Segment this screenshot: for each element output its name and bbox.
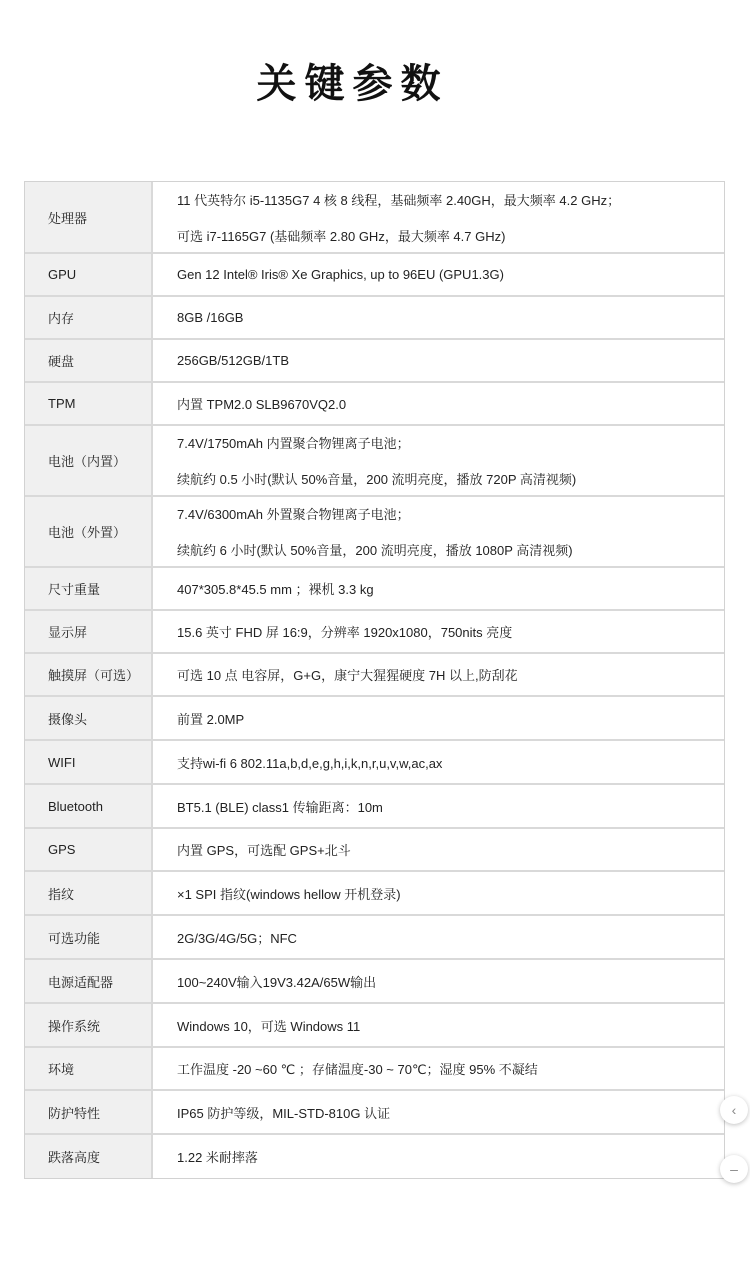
- table-row: [25, 611, 724, 654]
- table-row: [25, 568, 724, 611]
- spec-value: [153, 1091, 724, 1133]
- spec-value: [153, 1135, 724, 1178]
- spec-value-line: 续航约 6 小时(默认 50%音量，200 流明亮度，播放 1080P 高清视频): [177, 543, 573, 558]
- scroll-up-icon[interactable]: ‹: [720, 1096, 748, 1124]
- table-row: [25, 1004, 724, 1048]
- spec-value-line: 2G/3G/4G/5G；NFC: [177, 930, 297, 946]
- spec-label: 摄像头: [25, 697, 153, 739]
- spec-value-line: 7.4V/6300mAh 外置聚合物锂离子电池；: [177, 507, 410, 522]
- spec-label: 电源适配器: [25, 960, 153, 1002]
- spec-value: [153, 254, 724, 295]
- spec-label: 环境: [25, 1048, 153, 1089]
- spec-value-line: 407*305.8*45.5 mm ；裸机 3.3 kg: [177, 582, 374, 597]
- spec-label: 触摸屏（可选）: [25, 654, 153, 695]
- spec-value: [153, 297, 724, 338]
- spec-value-line: 内置 TPM2.0 SLB9670VQ2.0: [177, 397, 347, 412]
- table-row: [25, 182, 724, 254]
- spec-value: [153, 340, 724, 381]
- table-row: [25, 872, 724, 916]
- spec-value-line: BT5.1 (BLE) class1 传输距离：10m: [177, 799, 383, 815]
- scroll-down-icon[interactable]: –: [720, 1155, 748, 1183]
- spec-value-line: 内置 GPS，可选配 GPS+北斗: [177, 843, 351, 858]
- spec-value-line: 15.6 英寸 FHD 屏 16:9，分辨率 1920x1080，750nits 亮度: [177, 625, 513, 640]
- spec-label: Bluetooth: [25, 785, 153, 827]
- spec-value: [153, 497, 724, 566]
- spec-value: [153, 960, 724, 1002]
- spec-value-line: ×1 SPI 指纹(windows hellow 开机登录): [177, 886, 401, 902]
- spec-label: 指纹: [25, 872, 153, 914]
- spec-value: [153, 697, 724, 739]
- spec-value: [153, 829, 724, 870]
- spec-label: 处理器: [25, 182, 153, 252]
- spec-value: [153, 611, 724, 652]
- spec-value: [153, 872, 724, 914]
- spec-label: 防护特性: [25, 1091, 153, 1133]
- spec-label: 内存: [25, 297, 153, 338]
- spec-label: 跌落高度: [25, 1135, 153, 1178]
- spec-value: [153, 916, 724, 958]
- spec-value: [153, 1004, 724, 1046]
- spec-value-line: 1.22 米耐摔落: [177, 1150, 258, 1165]
- table-row: [25, 1048, 724, 1091]
- spec-value-line: 续航约 0.5 小时(默认 50%音量，200 流明亮度，播放 720P 高清视频): [177, 472, 577, 487]
- spec-label: TPM: [25, 383, 153, 424]
- table-row: [25, 654, 724, 697]
- page-title: 关键参数: [256, 61, 449, 107]
- spec-value-line: 100~240V输入19V3.42A/65W输出: [177, 974, 377, 990]
- spec-value-line: 前置 2.0MP: [177, 711, 245, 727]
- spec-value: [153, 654, 724, 695]
- spec-value: [153, 568, 724, 609]
- spec-value-line: Gen 12 Intel® Iris® Xe Graphics, up to 96EU (GPU1.3G): [177, 267, 504, 282]
- table-row: [25, 497, 724, 568]
- spec-value: [153, 182, 724, 252]
- spec-label: 操作系统: [25, 1004, 153, 1046]
- table-row: [25, 297, 724, 340]
- spec-value-line: 支持wi-fi 6 802.11a,b,d,e,g,h,i,k,n,r,u,v,w,ac,ax: [177, 755, 443, 771]
- spec-value-line: IP65 防护等级，MIL-STD-810G 认证: [177, 1105, 391, 1121]
- spec-value-line: 8GB /16GB: [177, 310, 244, 325]
- spec-value: [153, 383, 724, 424]
- table-row: [25, 697, 724, 741]
- spec-value-line: 工作温度 -20 ~60 ℃ ；存储温度-30 ~ 70℃；湿度 95% 不凝结: [177, 1062, 538, 1077]
- spec-label: 尺寸重量: [25, 568, 153, 609]
- spec-label: 硬盘: [25, 340, 153, 381]
- spec-value-line: Windows 10，可选 Windows 11: [177, 1018, 361, 1034]
- spec-value-line: 可选 i7-1165G7 (基础频率 2.80 GHz，最大频率 4.7 GHz): [177, 228, 506, 244]
- table-row: [25, 426, 724, 497]
- table-row: [25, 1091, 724, 1135]
- spec-label: GPS: [25, 829, 153, 870]
- table-row: [25, 383, 724, 426]
- spec-value-line: 256GB/512GB/1TB: [177, 353, 290, 368]
- spec-value-line: 7.4V/1750mAh 内置聚合物锂离子电池；: [177, 436, 410, 451]
- spec-table: [24, 181, 725, 1179]
- spec-label: 显示屏: [25, 611, 153, 652]
- table-row: [25, 741, 724, 785]
- table-row: [25, 829, 724, 872]
- spec-value: [153, 741, 724, 783]
- table-row: [25, 254, 724, 297]
- table-row: [25, 340, 724, 383]
- spec-value-line: 可选 10 点 电容屏，G+G，康宁大猩猩硬度 7H 以上,防刮花: [177, 668, 518, 683]
- spec-label: 可选功能: [25, 916, 153, 958]
- spec-label: WIFI: [25, 741, 153, 783]
- spec-value-line: 11 代英特尔 i5-1135G7 4 核 8 线程，基础频率 2.40GH，最大频率 4.2 GHz；: [177, 192, 621, 208]
- spec-value: [153, 426, 724, 495]
- table-row: [25, 960, 724, 1004]
- spec-label: 电池（外置）: [25, 497, 153, 566]
- table-row: [25, 916, 724, 960]
- spec-label: 电池（内置）: [25, 426, 153, 495]
- spec-value: [153, 785, 724, 827]
- spec-value: [153, 1048, 724, 1089]
- table-row: [25, 785, 724, 829]
- table-row: [25, 1135, 724, 1178]
- spec-label: GPU: [25, 254, 153, 295]
